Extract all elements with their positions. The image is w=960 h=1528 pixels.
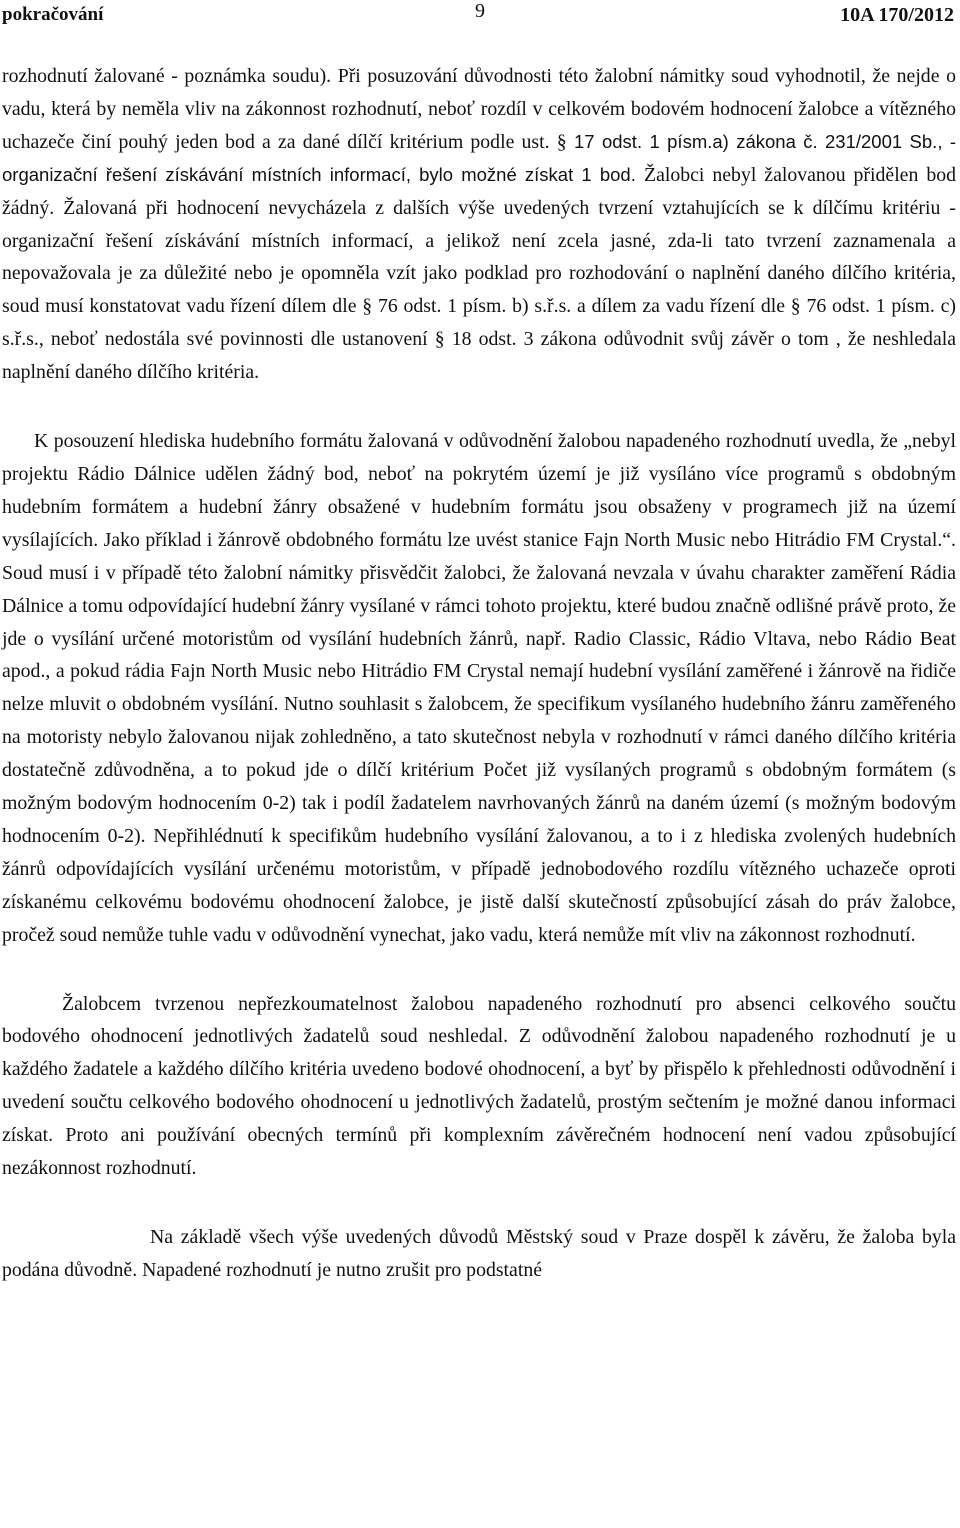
continuation-label: pokračování — [2, 4, 104, 25]
page-header — [0, 0, 960, 34]
paragraph-1-part-4: Žalobci nebyl žalovanou přidělen bod žádný. Žalovaná při hodnocení nevycházela z dalších výše uvedených tvrzení vztahujících se k dílčímu kritériu - organizační řešení získávání místních informací, a jelikož není zcela jasné, zda-li tato tvrzení zaznamenala a nepovažovala je za důležité nebo je opomněla vzít jako podklad pro rozhodování o naplnění daného dílčího kritéria, soud musí konstatovat vadu řízení dílem dle § 76 odst. 1 písm. b) s.ř.s. a dílem za vadu řízení dle § 76 odst. 1 písm. c) s.ř.s., neboť nedostála své povinnosti dle ustanovení § 18 odst. 3 zákona odůvodnit svůj závěr o tom , že neshledala naplnění daného dílčího kritéria. — [2, 163, 956, 384]
case-number: 10A 170/2012 — [840, 4, 954, 26]
page-number: 9 — [475, 0, 485, 22]
paragraph-2: K posouzení hlediska hudebního formátu žalovaná v odůvodnění žalobou napadeného rozhodnutí uvedla, že „nebyl projektu Rádio Dálnice udělen žádný bod, neboť na pokrytém území je již vysíláno více programů s obdobným hudebním formátem a hudební žánry obsažené v hudebním formátu jsou obsaženy v programech již na území vysílajících. Jako příklad i žánrově obdobného formátu lze uvést stanice Fajn North Music nebo Hitrádio FM Crystal.“. Soud musí i v případě této žalobní námitky přisvědčit žalobci, že žalovaná nevzala v úvahu charakter zaměření Rádia Dálnice a tomu odpovídající hudební žánry vysílané v rámci tohoto projektu, které budou značně odlišné právě proto, že jde o vysílání určené motoristům od vysílání hudebních žánrů, např. Radio Classic, Rádio Vltava, nebo Rádio Beat apod., a pokud rádia Fajn North Music nebo Hitrádio FM Crystal nemají hudební vysílání zaměřené i žánrově na řidiče nelze mluvit o obdobném vysílání. Nutno souhlasit s žalobcem, že specifikum vysílaného hudebního žánru zaměřeného na motoristy nebylo žalovanou nijak zohledněno, a tato skutečnost nebyla v rozhodnutí v rámci daného dílčího kritéria dostatečně zdůvodněna, a to pokud jde o dílčí kritérium Počet již vysílaných programů s obdobným formátem (s možným bodovým hodnocením 0-2) tak i podíl žadatelem navrhovaných žánrů na daném území (s možným bodovým hodnocením 0-2). Nepřihlédnutí k specifikům hudebního vysílání žalovanou, a to i z hlediska zvolených hudebních žánrů odpovídajících vysílání určenému motoristům, v případě jednobodového rozdílu vítězného uchazeče oproti získanému celkovému bodovému ohodnocení žalobce, je jistě další skutečností způsobující zásah do práv žalobce, pročež soud nemůže tuhle vadu v odůvodnění vynechat, jako vadu, která nemůže mít vliv na zákonnost rozhodnutí. — [2, 430, 956, 946]
paragraph-1 — [2, 60, 956, 389]
paragraph-1-part-1: rozhodnutí žalované - poznámka soudu). — [2, 65, 338, 87]
paragraph-1-part-3: 17 odst. 1 písm.a) zákona č. 231/2001 Sb., - organizační řešení získávání místních informací, bylo možné získat 1 bod. — [2, 130, 956, 185]
document-body — [2, 60, 956, 1287]
paragraph-4: Na základě všech výše uvedených důvodů Městský soud v Praze dospěl k závěru, že žaloba byla podána důvodně. Napadené rozhodnutí je nutno zrušit pro podstatné — [2, 1226, 956, 1281]
section-sign: § — [556, 130, 567, 153]
paragraph-1-part-2: Při posuzování důvodnosti této žalobní námitky soud vyhodnotil, že nejde o vadu, která by neměla vliv na zákonnost rozhodnutí, neboť rozdíl v celkovém bodovém hodnocení žalobce a vítězného uchazeče činí pouhý jeden bod a za dané dílčí kritérium podle ust. — [2, 65, 956, 153]
paragraph-3: Žalobcem tvrzenou nepřezkoumatelnost žalobou napadeného rozhodnutí pro absenci celkového součtu bodového ohodnocení jednotlivých žadatelů soud neshledal. Z odůvodnění žalobou napadeného rozhodnutí je u každého žadatele a každého dílčího kritéria uvedeno bodové ohodnocení, a byť by přispělo k přehlednosti odůvodnění i uvedení součtu celkového bodového ohodnocení u jednotlivých žadatelů, prostým sečtením je možné danou informaci získat. Proto ani používání obecných termínů při komplexním závěrečném hodnocení není vadou způsobující nezákonnost rozhodnutí. — [2, 992, 956, 1180]
